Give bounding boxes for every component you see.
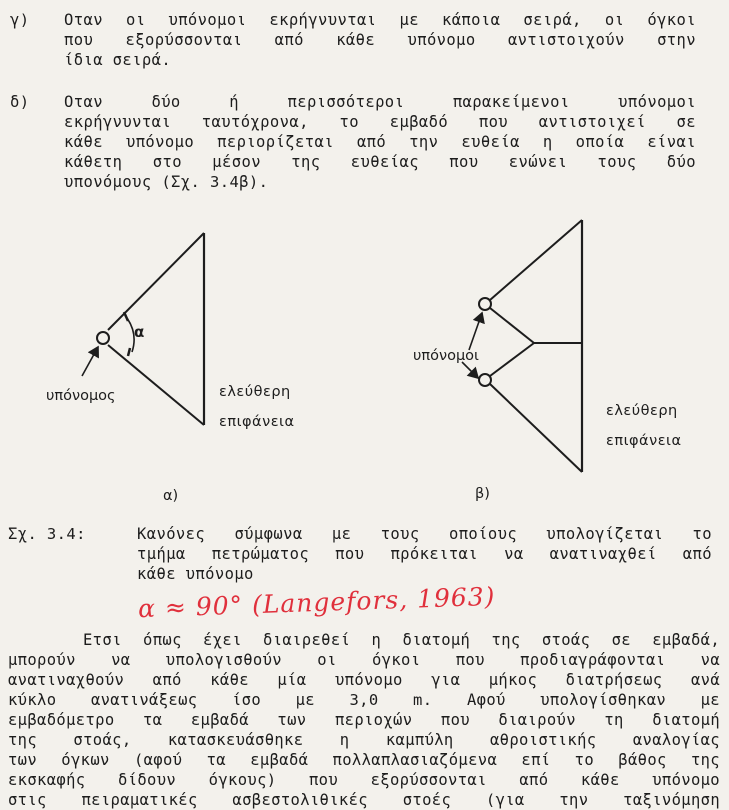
blast-hole (97, 332, 109, 344)
text-line: υπονόμους (Σχ. 3.4β). (64, 173, 269, 191)
text-line: κάθε υπόνομο περιορίζεται από την ευθεία η οποία είναι (64, 133, 696, 151)
holes-label: υπόνομοι (413, 348, 479, 364)
item-marker: γ) (10, 11, 30, 29)
text-line: κύκλο ανατινάξεως ίσο με 3,0 m. Αφού υπολογίσθηκαν με (8, 691, 720, 709)
text-line: ανατιναχθούν από κάθε μία υπόνομο για μήκος διατρήσεως ανά (8, 671, 720, 689)
angle-arrow (124, 312, 128, 321)
hole-label: υπόνομος (46, 388, 116, 404)
diagram-a (46, 233, 295, 504)
caption-line: τμήμα πετρώματος που πρόκειται να ανατιναχθεί από (137, 545, 712, 563)
text-line: στις πειραματικές ασβεστολιθικές στοές (για την ταξινόμηση (8, 791, 720, 809)
boundary-line-lower (490, 384, 582, 472)
caption-line: κάθε υπόνομο (137, 565, 254, 583)
text-line: Ετσι όπως έχει διαιρεθεί η διατομή της στοάς σε εμβαδά, (83, 631, 720, 649)
surface-label: επιφάνεια (606, 433, 682, 449)
blast-hole (479, 298, 491, 310)
angle-arrow (128, 348, 130, 356)
boundary-line-middle (490, 308, 534, 343)
text-line: εκρήγνυνται ταυτόχρονα, το εμβαδό που αντιστοιχεί σε (64, 113, 696, 131)
body-paragraph (8, 630, 720, 810)
text-line: εμβαδόμετρο τα εμβαδά των περιοχών που διαιρούν τη διατομή (8, 711, 720, 729)
text-line: μπορούν να υπολογισθούν οι όγκοι που προδιαγράφονται να (8, 651, 720, 669)
angle-label: α (134, 323, 145, 341)
figure-3-4 (0, 200, 729, 510)
boundary-line-lower (108, 345, 204, 425)
diagram-b (413, 220, 682, 502)
caption-line: Κανόνες σύμφωνα με τους οποίους υπολογίζεται το (137, 525, 712, 543)
caption-number: Σχ. 3.4: (8, 525, 86, 543)
text-line: της στοάς, κατασκευάσθηκε η καμπύλη αθροιστικής αναλογίας (8, 731, 720, 749)
text-line: Οταν δύο ή περισσότεροι παρακείμενοι υπόνομοι (64, 93, 696, 111)
text-line: κάθετη στο μέσον της ευθείας που ενώνει τους δύο (64, 153, 696, 171)
surface-label: ελεύθερη (606, 403, 678, 419)
text-line: που εξορύσσονται από κάθε υπόνομο αντιστοιχούν στην (64, 31, 696, 49)
text-line: εκσκαφής δίδουν όγκους) που εξορύσσονται από κάθε υπόνομο (8, 771, 720, 789)
boundary-line-upper (108, 233, 204, 330)
subfigure-label: β) (475, 486, 490, 502)
text-line: των όγκων (αφού τα εμβαδά πολλαπλασιαζόμενα επί το βάθος της (8, 751, 720, 769)
boundary-line-upper (490, 220, 582, 300)
pointer-arrow (462, 362, 478, 378)
subfigure-label: α) (163, 488, 179, 504)
blast-hole (479, 374, 491, 386)
pointer-arrow (82, 347, 98, 376)
item-marker: δ) (10, 93, 30, 111)
text-line: ίδια σειρά. (64, 51, 172, 69)
handwritten-note: α ≈ 90° (Langefors, 1963) (137, 581, 496, 624)
boundary-line-middle (490, 343, 534, 376)
text-line: Οταν οι υπόνομοι εκρήγνυνται με κάποια σειρά, οι όγκοι (64, 11, 696, 29)
surface-label: ελεύθερη (219, 384, 291, 400)
surface-label: επιφάνεια (219, 414, 295, 430)
pointer-arrow (469, 313, 482, 350)
